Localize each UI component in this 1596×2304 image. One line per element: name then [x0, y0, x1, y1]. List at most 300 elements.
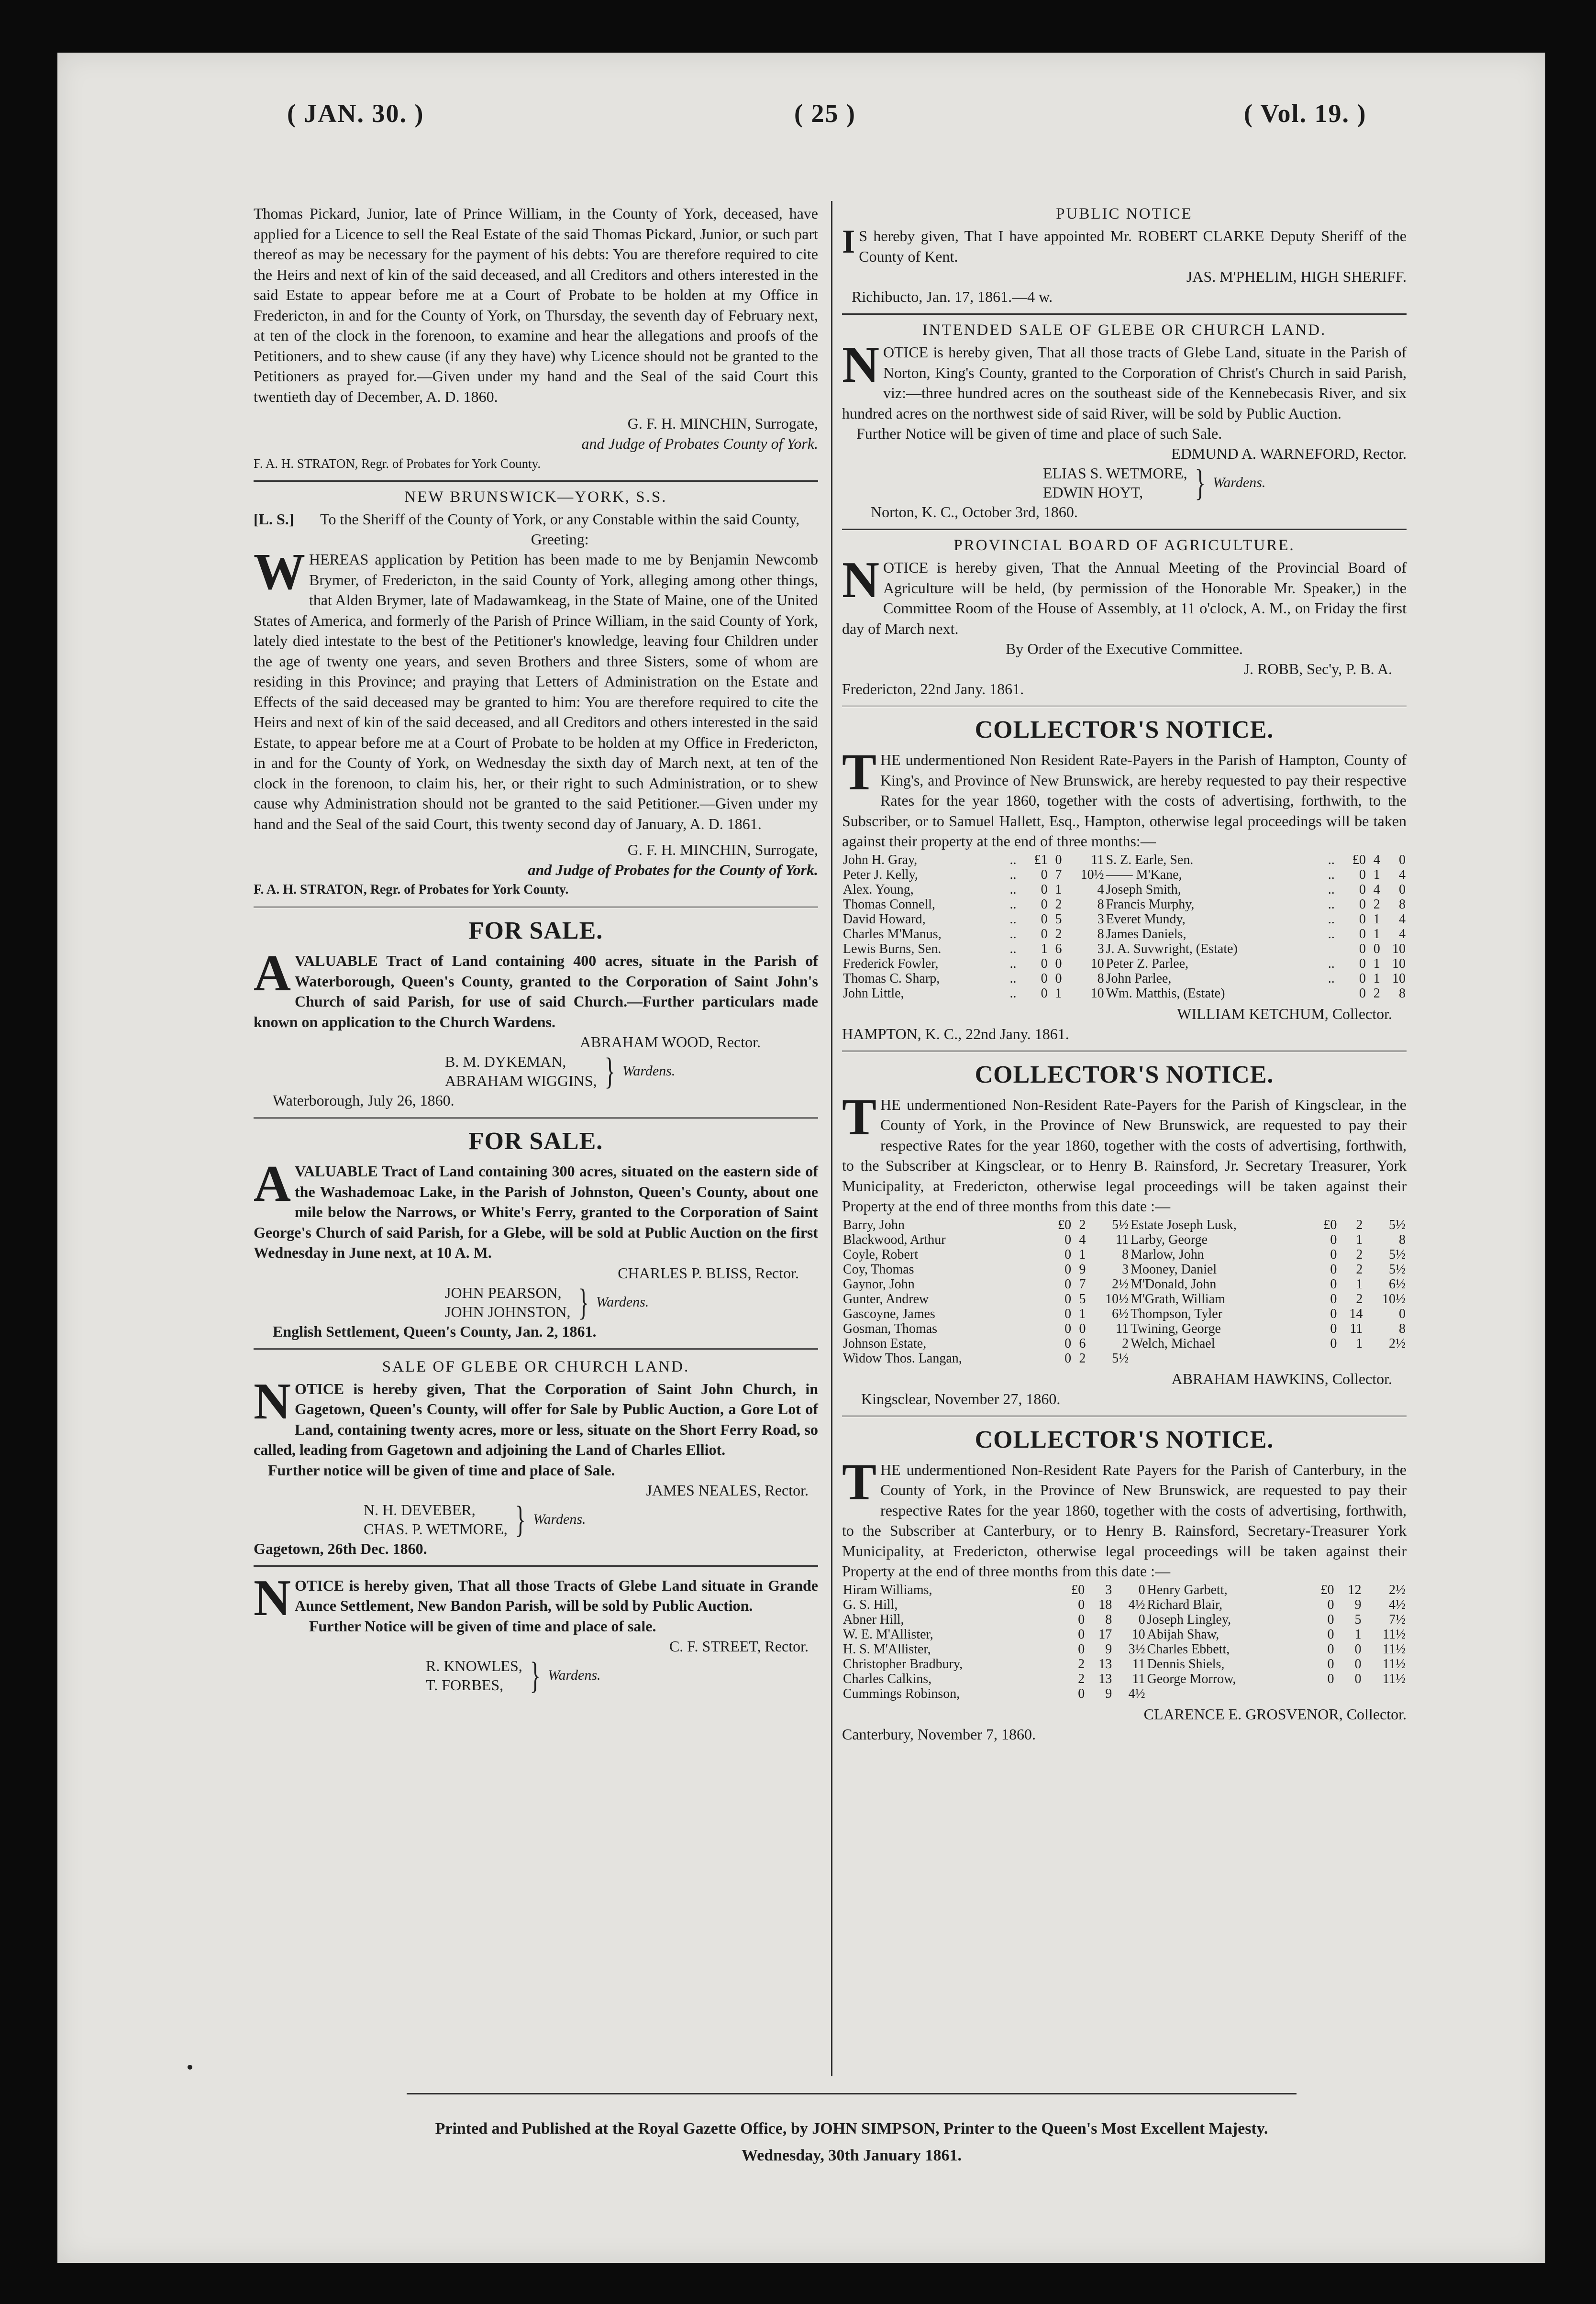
- ink-speck: [188, 2065, 192, 2070]
- table-cell: 4½: [1128, 1686, 1145, 1701]
- rector-signature: JAMES NEALES, Rector.: [646, 1481, 809, 1499]
- table-cell: 2: [1078, 1656, 1085, 1672]
- table-cell: Welch, Michael: [1130, 1336, 1215, 1351]
- table-row: [842, 927, 1407, 942]
- table-row: [842, 882, 1407, 897]
- table-cell: ..: [1328, 956, 1335, 971]
- table-cell: £0: [1058, 1217, 1072, 1232]
- surrogate-signature: G. F. H. MINCHIN, Surrogate,: [627, 841, 818, 858]
- table-cell: 11½: [1383, 1671, 1406, 1686]
- table-cell: 5½: [1389, 1262, 1406, 1277]
- notice-heading: NEW BRUNSWICK—YORK, S.S.: [404, 488, 667, 506]
- table-cell: 6½: [1389, 1276, 1406, 1292]
- table-cell: 0: [1354, 1656, 1362, 1672]
- table-cell: 5: [1079, 1291, 1086, 1307]
- brace-glyph: }: [604, 1050, 615, 1092]
- sale-glebe-gagetown: [254, 1358, 818, 1559]
- table-cell: 11½: [1383, 1641, 1406, 1657]
- table-cell: 10: [1392, 956, 1406, 971]
- table-cell: Christopher Bradbury,: [843, 1656, 963, 1672]
- table-cell: John H. Gray,: [843, 852, 918, 867]
- warden-name: ELIAS S. WETMORE,: [1043, 465, 1187, 482]
- table-cell: 0: [1041, 911, 1048, 927]
- wardens-label: Wardens.: [533, 1511, 586, 1527]
- table-cell: ..: [1009, 911, 1017, 927]
- table-row: [842, 1277, 1407, 1292]
- table-row: [842, 1321, 1407, 1336]
- notice-body: OTICE is hereby given, That all those tracts of Glebe Land, situate in the Parish of Norton, King's County, granted to the Corporation of Christ's Church in said Parish, viz:—three hundred acres on the southeast side of the Kennebecasis River, and six hundred acres on the northwest side of said River, will be sold by Public Auction.: [842, 343, 1407, 422]
- table-cell: 7: [1079, 1276, 1086, 1292]
- table-cell: [1327, 986, 1341, 1001]
- public-notice-deputy-sheriff: [842, 205, 1407, 307]
- drop-cap-letter: N: [254, 1373, 291, 1430]
- table-cell: 0: [1330, 1247, 1337, 1262]
- table-cell: Peter J. Kelly,: [843, 867, 918, 882]
- notice-body: OTICE is hereby given, That the Corporation of Saint John Church, in Gagetown, Queen's County, will offer for Sale by Public Auction, a Gore Lot of Land, containing twenty acres, more or less, situate on the Short Ferry Road, so called, leading from Gagetown and adjoining the Land of Charles Elliot.: [254, 1380, 818, 1458]
- warden-name: B. M. DYKEMAN,: [445, 1053, 566, 1070]
- table-cell: 10: [1131, 1627, 1145, 1642]
- drop-cap-letter: N: [842, 552, 879, 609]
- notice-address: To the Sheriff of the County of York, or any Constable within the said County, Greeting:: [320, 510, 800, 548]
- table-cell: £0: [1352, 852, 1366, 867]
- table-cell: 0: [1327, 1671, 1334, 1686]
- table-cell: Coy, Thomas: [843, 1262, 914, 1277]
- table-cell: 0: [1330, 1321, 1337, 1336]
- table-cell: 1: [1055, 882, 1062, 897]
- table-cell: 0: [1399, 882, 1406, 897]
- table-cell: 8: [1399, 1321, 1406, 1336]
- table-cell: 2: [1079, 1217, 1086, 1232]
- table-cell: John Little,: [843, 986, 904, 1001]
- rector-signature: CHARLES P. BLISS, Rector.: [618, 1264, 799, 1282]
- table-cell: 11½: [1383, 1627, 1406, 1642]
- collector-notice-kingsclear: [842, 1061, 1407, 1409]
- table-cell: Wm. Matthis, (Estate): [1106, 986, 1225, 1001]
- table-cell: Richard Blair,: [1147, 1597, 1223, 1612]
- probate-notice-pickard: [254, 203, 818, 474]
- dateline: Richibucto, Jan. 17, 1861.—4 w.: [852, 288, 1053, 305]
- table-cell: Charles Ebbett,: [1147, 1641, 1230, 1657]
- table-row: [842, 1597, 1407, 1612]
- table-cell: 2: [1356, 1262, 1363, 1277]
- table-cell: 9: [1105, 1686, 1112, 1701]
- table-cell: 4: [1373, 882, 1380, 897]
- table-cell: Lewis Burns, Sen.: [843, 941, 942, 956]
- table-cell: 8: [1122, 1247, 1129, 1262]
- table-cell: 2: [1079, 1351, 1086, 1366]
- table-cell: Thomas Connell,: [843, 897, 935, 912]
- table-cell: 0: [1078, 1641, 1085, 1657]
- table-cell: 3: [1105, 1582, 1112, 1597]
- table-cell: 9: [1079, 1262, 1086, 1277]
- table-cell: 0: [1330, 1291, 1337, 1307]
- table-cell: 0: [1330, 1232, 1337, 1247]
- table-cell: Peter Z. Parlee,: [1106, 956, 1189, 971]
- table-row: [842, 1336, 1407, 1351]
- table-cell: 14: [1349, 1306, 1363, 1321]
- table-cell: 5½: [1389, 1217, 1406, 1232]
- warden-name: N. H. DEVEBER,: [364, 1501, 476, 1518]
- registrar-line: F. A. H. STRATON, Regr. of Probates for York County.: [254, 882, 569, 897]
- dateline: Gagetown, 26th Dec. 1860.: [254, 1540, 427, 1557]
- drop-cap-letter: N: [254, 1569, 291, 1627]
- table-cell: 0: [1055, 956, 1062, 971]
- table-cell: —— M'Kane,: [1106, 867, 1182, 882]
- section-rule: [842, 1051, 1407, 1054]
- table-cell: Marlow, John: [1130, 1247, 1204, 1262]
- warden-name: T. FORBES,: [426, 1676, 504, 1694]
- table-cell: 0: [1359, 897, 1366, 912]
- table-row: [842, 1642, 1407, 1657]
- table-cell: 0: [1327, 1641, 1334, 1657]
- table-cell: [1363, 1351, 1407, 1366]
- further-notice: Further notice will be given of time and place of Sale.: [268, 1461, 615, 1479]
- notice-title: PUBLIC NOTICE: [1056, 205, 1193, 222]
- table-cell: ..: [1328, 852, 1335, 867]
- drop-cap-letter: T: [842, 744, 877, 801]
- table-cell: £0: [1320, 1582, 1334, 1597]
- notice-title: COLLECTOR'S NOTICE.: [975, 1426, 1274, 1453]
- table-row: [842, 1351, 1407, 1366]
- collector-signature: ABRAHAM HAWKINS, Collector.: [1171, 1370, 1392, 1387]
- dateline: Kingsclear, November 27, 1860.: [861, 1390, 1061, 1407]
- order-line: By Order of the Executive Committee.: [1006, 640, 1243, 657]
- rector-signature: EDMUND A. WARNEFORD, Rector.: [1171, 445, 1407, 462]
- collector-notice-hampton: [842, 716, 1407, 1044]
- wardens-block: [254, 1052, 818, 1090]
- drop-cap-letter: N: [842, 336, 879, 393]
- table-cell: 0: [1327, 1612, 1334, 1627]
- notice-body: HE undermentioned Non Resident Rate-Payers in the Parish of Hampton, County of King's, and Province of New Brunswick, are hereby requested to pay their respective Rates for the year 1860, together with the costs of advertising, forthwith, to the Subscriber, or to Samuel Hallett, Esq., Hampton, otherwise legal proceedings will be taken against their property at the end of three months:—: [842, 751, 1407, 850]
- table-cell: 0: [1327, 1597, 1334, 1612]
- table-cell: Abner Hill,: [843, 1612, 904, 1627]
- table-cell: Abijah Shaw,: [1147, 1627, 1219, 1642]
- table-cell: 0: [1055, 852, 1062, 867]
- table-cell: 0: [1041, 897, 1048, 912]
- table-cell: Gunter, Andrew: [843, 1291, 929, 1307]
- section-rule: [254, 480, 818, 482]
- table-row: [842, 1232, 1407, 1247]
- publication-date: Wednesday, 30th January 1861.: [741, 2147, 962, 2164]
- brace-glyph: }: [515, 1498, 526, 1540]
- dateline: Canterbury, November 7, 1860.: [842, 1725, 1036, 1743]
- table-cell: Francis Murphy,: [1106, 897, 1195, 912]
- notice-body: Thomas Pickard, Junior, late of Prince William, in the County of York, deceased, have applied for a Licence to sell the Real Estate of the said Thomas Pickard, Junior, or such part thereof as may be necessary for the payment of his debts: You are therefore required to cite the Heirs and next of kin of the said deceased, and all Creditors and others interested in the said Estate to appear before me at a Court of Probate to be holden at my Office in Fredericton, in and for the County of York, on Thursday, the seventh day of February next, at ten of the clock in the forenoon, to examine and hear the allegations and proofs of the Petitioners, and to shew cause (if any they have) why Licence should not be granted to the Petitioners as prayed for.—Given under my hand and the Seal of the said Court this twentieth day of December, A. D. 1860.: [254, 205, 818, 405]
- table-cell: 17: [1098, 1627, 1112, 1642]
- table-cell: 9: [1354, 1597, 1362, 1612]
- notice-body: VALUABLE Tract of Land containing 300 acres, situated on the eastern side of the Washademoac Lake, in the Parish of Johnston, Queen's County, about one mile below the Narrows, or White's Ferry, granted to the Corporation of Saint George's Church of said Parish, for a Glebe, will be sold at Public Auction on the first Wednesday in June next, at 10 A. M.: [254, 1163, 818, 1261]
- footer-rule: [407, 2093, 1297, 2094]
- table-cell: John Parlee,: [1106, 971, 1172, 986]
- table-cell: 0: [1330, 1336, 1337, 1351]
- table-cell: 4: [1399, 926, 1406, 942]
- table-cell: 0: [1359, 882, 1366, 897]
- table-cell: W. E. M'Allister,: [843, 1627, 933, 1642]
- table-cell: Barry, John: [843, 1217, 905, 1232]
- table-cell: Everet Mundy,: [1106, 911, 1186, 927]
- table-cell: Johnson Estate,: [843, 1336, 927, 1351]
- table-cell: 0: [1078, 1627, 1085, 1642]
- table-cell: 0: [1330, 1306, 1337, 1321]
- notice-body: OTICE is hereby given, That all those Tracts of Glebe Land situate in Grande Aunce Settlement, New Bandon Parish, will be sold by Public Auction.: [295, 1576, 818, 1614]
- table-cell: 0: [1354, 1641, 1362, 1657]
- table-cell: 0: [1399, 1306, 1406, 1321]
- drop-cap-letter: W: [254, 543, 305, 600]
- table-cell: 0: [1078, 1612, 1085, 1627]
- table-cell: 8: [1399, 986, 1406, 1001]
- table-cell: 1: [1356, 1232, 1363, 1247]
- table-cell: 8: [1097, 971, 1104, 986]
- table-cell: Dennis Shiels,: [1147, 1656, 1225, 1672]
- warden-name: R. KNOWLES,: [426, 1657, 522, 1674]
- warden-name: EDWIN HOYT,: [1043, 484, 1143, 501]
- surrogate-signature: G. F. H. MINCHIN, Surrogate,: [627, 415, 818, 432]
- table-cell: 3: [1097, 911, 1104, 927]
- table-row: [842, 867, 1407, 882]
- table-cell: [1362, 1686, 1407, 1701]
- secretary-signature: J. ROBB, Sec'y, P. B. A.: [1243, 660, 1392, 677]
- warden-name: CHAS. P. WETMORE,: [364, 1520, 508, 1538]
- table-cell: 0: [1041, 956, 1048, 971]
- table-cell: [1312, 1351, 1338, 1366]
- header-date: ( JAN. 30. ): [287, 99, 424, 128]
- table-cell: 1: [1373, 971, 1380, 986]
- table-cell: 2: [1373, 897, 1380, 912]
- collector-signature: WILLIAM KETCHUM, Collector.: [1177, 1005, 1392, 1022]
- table-cell: 1: [1373, 956, 1380, 971]
- table-row: [842, 853, 1407, 867]
- notice-body: HEREAS application by Petition has been made to me by Benjamin Newcomb Brymer, of Fredericton, in the said County of York, alleging among other things, that Alden Brymer, late of Madawamkeag, in the State of Maine, one of the United States of America, and formerly of the Parish of Prince William, in the said County of York, lately died intestate to the best of the Petitioner's knowledge, leaving four Children under the age of twenty one years, and seven Brothers and three Sisters, some of whom are residing in this Province; and praying that Letters of Administration on the Estate and Effects of the said deceased may be granted to him: You are therefore required to cite the Heirs and next of kin of the said deceased, and all Creditors and others interested in the said Estate, to appear before me at a Court of Probate to be holden at my Office in Fredericton, in and for the County of York, on Wednesday the sixth day of March next, at ten of the clock in the forenoon, to claim his, her, or their right to such Administration, or to shew cause why Administration should not be granted to the said Petitioner.—Given under my hand and the Seal of the said Court, this twenty second day of January, A. D. 1861.: [254, 551, 818, 832]
- table-cell: Coyle, Robert: [843, 1247, 919, 1262]
- header-volume: ( Vol. 19. ): [1244, 99, 1367, 128]
- table-cell: 5: [1055, 911, 1062, 927]
- table-cell: Frederick Fowler,: [843, 956, 939, 971]
- table-cell: 3: [1122, 1262, 1129, 1277]
- table-cell: 0: [1064, 1291, 1072, 1307]
- table-cell: 10: [1392, 971, 1406, 986]
- table-cell: 11½: [1383, 1656, 1406, 1672]
- notice-body: VALUABLE Tract of Land containing 400 acres, situate in the Parish of Waterborough, Queen's County, granted to the Corporation of Saint John's Church of said Parish, for use of said Church.—Further particulars made known on application to the Church Wardens.: [254, 952, 818, 1030]
- table-cell: Twining, George: [1130, 1321, 1221, 1336]
- table-cell: [1308, 1686, 1335, 1701]
- table-cell: ..: [1009, 897, 1017, 912]
- table-cell: 6: [1079, 1336, 1086, 1351]
- table-cell: 2: [1373, 986, 1380, 1001]
- table-cell: ..: [1009, 971, 1017, 986]
- table-cell: Charles Calkins,: [843, 1671, 932, 1686]
- table-cell: Mooney, Daniel: [1130, 1262, 1217, 1277]
- table-cell: 0: [1354, 1671, 1362, 1686]
- table-cell: 18: [1098, 1597, 1112, 1612]
- table-cell: 4: [1399, 867, 1406, 882]
- table-cell: 10: [1090, 986, 1104, 1001]
- table-cell: 0: [1041, 926, 1048, 942]
- drop-cap-letter: T: [842, 1088, 877, 1146]
- table-cell: Joseph Lingley,: [1147, 1612, 1231, 1627]
- table-row: [842, 1583, 1407, 1597]
- table-cell: 1: [1373, 926, 1380, 942]
- table-cell: Blackwood, Arthur: [843, 1232, 946, 1247]
- notice-body: HE undermentioned Non-Resident Rate-Payers for the Parish of Kingsclear, in the County of York, in the Province of New Brunswick, are requested to pay their respective Rates for the year 1860, together with the costs of advertising, forthwith, to the Subscriber at Kingsclear, or to Henry B. Rainsford, Jr. Secretary Treasurer, York Municipality, at Fredericton, otherwise legal proceedings will be taken against their Property at the end of three months from this date :—: [842, 1096, 1407, 1215]
- table-cell: 4: [1079, 1232, 1086, 1247]
- seal-mark: [L. S.]: [254, 510, 294, 528]
- section-rule: [254, 1565, 818, 1569]
- table-row: [842, 912, 1407, 927]
- registrar-line: F. A. H. STRATON, Regr. of Probates for York County.: [254, 456, 541, 471]
- table-cell: 0: [1064, 1232, 1072, 1247]
- table-cell: £1: [1034, 852, 1048, 867]
- table-cell: 0: [1373, 941, 1380, 956]
- table-row: [842, 1686, 1407, 1701]
- table-cell: 0: [1041, 882, 1048, 897]
- drop-cap-letter: A: [254, 1155, 291, 1212]
- table-cell: H. S. M'Allister,: [843, 1641, 931, 1657]
- table-cell: 12: [1348, 1582, 1362, 1597]
- table-cell: ..: [1328, 911, 1335, 927]
- notice-title: COLLECTOR'S NOTICE.: [975, 716, 1274, 743]
- table-cell: 0: [1359, 941, 1366, 956]
- dateline: English Settlement, Queen's County, Jan. 2, 1861.: [273, 1322, 597, 1340]
- table-cell: 3: [1097, 941, 1104, 956]
- table-cell: ..: [1009, 882, 1017, 897]
- table-cell: 10½: [1080, 867, 1104, 882]
- table-cell: 0: [1064, 1336, 1072, 1351]
- notice-body: HE undermentioned Non-Resident Rate Payers for the Parish of Canterbury, in the County of York, in the Province of New Brunswick, are requested to pay their respective Rates for the year 1860, together with the costs of advertising, forthwith, to the Subscriber at Canterbury, or to Henry B. Rainsford, Secretary-Treasurer York Municipality, at Fredericton, otherwise legal proceedings will be taken against their Property at the end of three months from this date :—: [842, 1461, 1407, 1580]
- column-divider: [831, 201, 832, 2076]
- table-cell: 0: [1078, 1597, 1085, 1612]
- collector-notice-canterbury: [842, 1426, 1407, 1744]
- table-cell: James Daniels,: [1106, 926, 1186, 942]
- table-cell: [1327, 942, 1341, 956]
- table-cell: George Morrow,: [1147, 1671, 1236, 1686]
- table-row: [842, 1218, 1407, 1232]
- table-row: [842, 1292, 1407, 1307]
- rate-payers-table: [842, 853, 1407, 1001]
- drop-cap-letter: I: [842, 223, 855, 260]
- table-cell: 0: [1064, 1306, 1072, 1321]
- table-cell: [1335, 1686, 1363, 1701]
- table-cell: ..: [1328, 926, 1335, 942]
- table-row: [842, 1627, 1407, 1642]
- table-row: [842, 986, 1407, 1001]
- table-cell: 0: [1064, 1276, 1072, 1292]
- table-cell: 2: [1122, 1336, 1129, 1351]
- table-cell: ..: [1009, 852, 1017, 867]
- table-cell: 4: [1373, 852, 1380, 867]
- rector-signature: C. F. STREET, Rector.: [669, 1637, 809, 1655]
- wardens-block: [254, 1656, 818, 1695]
- wardens-block: [842, 464, 1407, 502]
- table-cell: 8: [1399, 1232, 1406, 1247]
- table-cell: 1: [1354, 1627, 1362, 1642]
- table-cell: ..: [1009, 956, 1017, 971]
- table-cell: 8: [1105, 1612, 1112, 1627]
- table-cell: 8: [1097, 926, 1104, 942]
- table-cell: Larby, George: [1130, 1232, 1208, 1247]
- notice-title: PROVINCIAL BOARD OF AGRICULTURE.: [953, 537, 1295, 554]
- table-cell: Henry Garbett,: [1147, 1582, 1228, 1597]
- table-cell: 0: [1041, 986, 1048, 1001]
- table-row: [842, 1672, 1407, 1686]
- table-cell: 0: [1330, 1262, 1337, 1277]
- table-cell: 0: [1041, 867, 1048, 882]
- table-cell: 0: [1138, 1582, 1145, 1597]
- section-rule: [842, 313, 1407, 315]
- table-row: [842, 956, 1407, 971]
- wardens-label: Wardens.: [1213, 475, 1266, 490]
- table-cell: M'Grath, William: [1130, 1291, 1225, 1307]
- table-cell: 5½: [1112, 1217, 1129, 1232]
- section-rule: [254, 1117, 818, 1120]
- warden-name: JOHN PEARSON,: [445, 1284, 562, 1301]
- table-cell: 1: [1079, 1247, 1086, 1262]
- dateline: Fredericton, 22nd Jany. 1861.: [842, 680, 1024, 698]
- drop-cap-letter: A: [254, 945, 291, 1002]
- table-row: [842, 897, 1407, 912]
- table-cell: 10½: [1105, 1291, 1129, 1307]
- table-cell: 7: [1055, 867, 1062, 882]
- table-cell: 7½: [1389, 1612, 1406, 1627]
- table-cell: £0: [1071, 1582, 1085, 1597]
- table-cell: ..: [1328, 897, 1335, 912]
- table-cell: ..: [1009, 941, 1017, 956]
- right-column: [842, 203, 1407, 1744]
- table-cell: 0: [1064, 1351, 1072, 1366]
- section-rule: [842, 1416, 1407, 1419]
- table-cell: 1: [1079, 1306, 1086, 1321]
- table-cell: 4: [1399, 911, 1406, 927]
- table-cell: 1: [1356, 1336, 1363, 1351]
- table-row: [842, 971, 1407, 986]
- table-cell: ..: [1328, 971, 1335, 986]
- notice-title: FOR SALE.: [468, 917, 603, 944]
- table-cell: 0: [1041, 971, 1048, 986]
- table-cell: 3½: [1128, 1641, 1145, 1657]
- table-cell: Alex. Young,: [843, 882, 914, 897]
- dateline: Norton, K. C., October 3rd, 1860.: [871, 503, 1078, 521]
- table-cell: ..: [1328, 867, 1335, 882]
- table-cell: 10: [1090, 956, 1104, 971]
- table-cell: 11: [1132, 1671, 1145, 1686]
- table-cell: 0: [1359, 926, 1366, 942]
- rector-signature: ABRAHAM WOOD, Rector.: [579, 1033, 761, 1051]
- table-cell: 1: [1373, 911, 1380, 927]
- surrogate-title: and Judge of Probates County of York.: [581, 435, 818, 452]
- notice-title: FOR SALE.: [468, 1128, 603, 1155]
- table-cell: [1338, 1351, 1363, 1366]
- table-cell: 0: [1078, 1686, 1085, 1701]
- table-cell: 1: [1055, 986, 1062, 1001]
- further-notice: Further Notice will be given of time and place of such Sale.: [856, 425, 1222, 442]
- wardens-block: [254, 1283, 818, 1321]
- table-cell: 5½: [1112, 1351, 1129, 1366]
- table-cell: 4½: [1389, 1597, 1406, 1612]
- table-cell: 0: [1055, 971, 1062, 986]
- section-rule: [254, 907, 818, 910]
- notice-title: INTENDED SALE OF GLEBE OR CHURCH LAND.: [922, 321, 1327, 339]
- brace-glyph: }: [530, 1654, 541, 1696]
- surrogate-title: and Judge of Probates for the County of York.: [528, 861, 818, 878]
- table-cell: 5: [1354, 1612, 1362, 1627]
- imprint-footer: [301, 2116, 1402, 2169]
- table-cell: Thompson, Tyler: [1130, 1306, 1223, 1321]
- table-cell: 2½: [1389, 1582, 1406, 1597]
- intended-sale-norton: [842, 321, 1407, 522]
- rate-payers-table: [842, 1218, 1407, 1366]
- table-cell: 0: [1064, 1247, 1072, 1262]
- left-column: [254, 203, 818, 1695]
- brace-glyph: }: [1195, 462, 1206, 503]
